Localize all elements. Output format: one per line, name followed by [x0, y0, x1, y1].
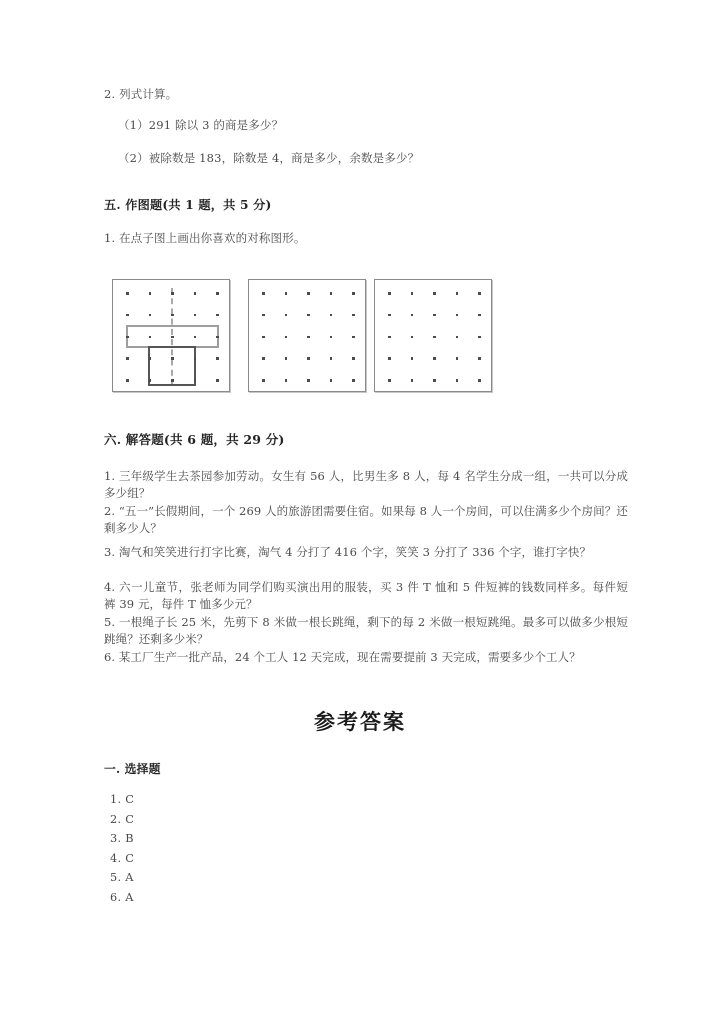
answers-title: 参考答案 — [314, 710, 406, 734]
grid-dot — [194, 379, 197, 382]
section-six-question-5: 5. 一根绳子长 25 米，先剪下 8 米做一根长跳绳，剩下的每 2 米做一根短跳绳。最多可以做多少根短跳绳？还剩多少米？ — [104, 615, 628, 647]
grid-dot — [171, 379, 174, 382]
grid-dot — [307, 292, 310, 295]
section-six-question-2: 2. “五一”长假期间，一个 269 人的旅游团需要住宿。如果每 8 人一个房间，可以住满多少个房间？还剩多少人？ — [104, 504, 628, 536]
grid-dot — [307, 357, 310, 360]
section-six-heading: 六. 解答题(共 6 题，共 29 分) — [104, 432, 285, 447]
grid-dot — [388, 292, 391, 295]
grid-dot — [171, 336, 174, 339]
grid-dot — [411, 357, 414, 360]
answer-item: 3. B — [110, 832, 134, 845]
grid-dot — [352, 314, 355, 317]
dot-grid-box-3 — [374, 279, 492, 392]
answer-item: 4. C — [110, 851, 135, 865]
grid-dot — [388, 314, 391, 317]
grid-dot — [216, 336, 219, 339]
grid-dot — [126, 336, 129, 339]
grid-dot — [352, 357, 355, 360]
section-five-question: 1. 在点子图上画出你喜欢的对称图形。 — [104, 231, 306, 245]
dot-grid-box-1 — [112, 279, 230, 392]
grid-dot — [262, 314, 265, 317]
answer-item: 1. C — [110, 793, 135, 806]
grid-dot — [330, 357, 333, 360]
grid-dot — [433, 336, 436, 339]
grid-dot — [456, 314, 459, 317]
answer-item: 2. C — [110, 812, 135, 826]
grid-dot — [285, 336, 288, 339]
grid-dot — [126, 357, 129, 360]
grid-dot — [285, 314, 288, 317]
grid-dot — [194, 314, 197, 317]
grid-dot — [307, 336, 310, 339]
answers-section-heading: 一. 选择题 — [104, 762, 161, 776]
grid-dot — [171, 357, 174, 360]
grid-dot — [126, 292, 129, 295]
grid-dot — [171, 314, 174, 317]
figure-edge-top — [126, 325, 218, 327]
answer-item: 5. A — [110, 871, 134, 884]
grid-dot — [456, 292, 459, 295]
grid-dot — [216, 357, 219, 360]
grid-dot — [478, 357, 481, 360]
grid-dot — [307, 379, 310, 382]
grid-dot — [388, 379, 391, 382]
grid-dot — [330, 336, 333, 339]
grid-dot — [262, 379, 265, 382]
grid-dot — [285, 379, 288, 382]
calc-subquestion-2: （2）被除数是 183，除数是 4，商是多少，余数是多少？ — [118, 151, 420, 165]
grid-dot — [478, 292, 481, 295]
grid-dot — [262, 292, 265, 295]
grid-dot — [285, 357, 288, 360]
grid-dot — [149, 292, 152, 295]
grid-dot — [216, 292, 219, 295]
grid-dot — [433, 292, 436, 295]
calc-section-title: 2. 列式计算。 — [104, 87, 178, 101]
figure-edge-lower-top — [148, 346, 196, 348]
section-six-question-1: 1. 三年级学生去茶园参加劳动。女生有 56 人，比男生多 8 人，每 4 名学生分成一组，一共可以分成多少组？ — [104, 469, 628, 501]
grid-dot — [478, 336, 481, 339]
figure-edge-lower-bottom — [148, 384, 196, 386]
grid-dot — [411, 336, 414, 339]
grid-dot — [149, 336, 152, 339]
grid-dot — [388, 357, 391, 360]
grid-dot — [149, 357, 152, 360]
grid-dot — [216, 314, 219, 317]
grid-dot — [126, 314, 129, 317]
grid-dot — [171, 292, 174, 295]
grid-dot — [352, 292, 355, 295]
grid-dot — [194, 292, 197, 295]
dot-grid-row — [112, 279, 502, 394]
grid-dot — [388, 336, 391, 339]
grid-dot — [149, 314, 152, 317]
grid-dot — [262, 336, 265, 339]
calc-subquestion-1: （1）291 除以 3 的商是多少？ — [118, 118, 284, 132]
grid-dot — [216, 379, 219, 382]
grid-dot — [149, 379, 152, 382]
grid-dot — [262, 357, 265, 360]
section-five-heading: 五. 作图题(共 1 题，共 5 分) — [104, 198, 272, 212]
grid-dot — [285, 292, 288, 295]
grid-dot — [330, 379, 333, 382]
grid-dot — [330, 292, 333, 295]
answers-list — [110, 790, 134, 907]
grid-dot — [307, 314, 310, 317]
section-six-question-4: 4. 六一儿童节，张老师为同学们购买演出用的服装，买 3 件 T 恤和 5 件短裤的钱数同样多。每件短裤 39 元，每件 T 恤多少元？ — [104, 580, 628, 612]
answer-item: 6. A — [110, 890, 134, 904]
grid-dot — [478, 379, 481, 382]
grid-dot — [194, 336, 197, 339]
section-six-question-3: 3. 淘气和笑笑进行打字比赛，淘气 4 分打了 416 个字，笑笑 3 分打了 336 个字，谁打字快？ — [104, 545, 592, 559]
grid-dot — [456, 357, 459, 360]
grid-dot — [478, 314, 481, 317]
grid-dot — [352, 336, 355, 339]
grid-dot — [433, 379, 436, 382]
grid-dot — [352, 379, 355, 382]
grid-dot — [456, 336, 459, 339]
grid-dot — [456, 379, 459, 382]
grid-dot — [411, 314, 414, 317]
grid-dot — [411, 379, 414, 382]
grid-dot — [433, 314, 436, 317]
grid-dot — [194, 357, 197, 360]
section-six-question-6: 6. 某工厂生产一批产品，24 个工人 12 天完成，现在需要提前 3 天完成，需要多少个工人？ — [104, 650, 581, 664]
grid-dot — [330, 314, 333, 317]
grid-dot — [433, 357, 436, 360]
dot-grid-box-2 — [248, 279, 366, 392]
grid-dot — [411, 292, 414, 295]
grid-dot — [126, 379, 129, 382]
